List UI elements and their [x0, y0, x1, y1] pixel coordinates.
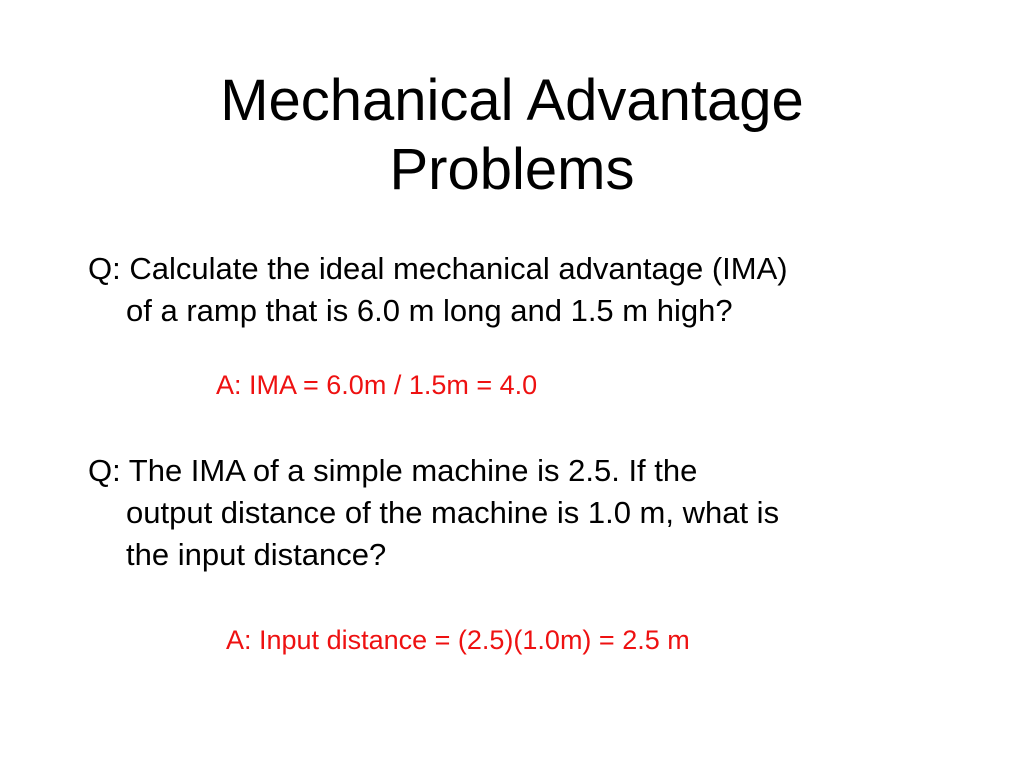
slide-title-line-2: Problems — [389, 137, 635, 202]
question-1-line-2: of a ramp that is 6.0 m long and 1.5 m high? — [126, 293, 733, 328]
answer-1: A: IMA = 6.0m / 1.5m = 4.0 — [216, 370, 538, 400]
slide-title-line-1: Mechanical Advantage — [220, 68, 804, 133]
slide-title — [0, 66, 1024, 204]
question-2-line-1: Q: The IMA of a simple machine is 2.5. If the — [88, 453, 698, 488]
question-2-line-3: the input distance? — [126, 537, 387, 572]
question-2-line-2: output distance of the machine is 1.0 m, what is — [126, 495, 780, 530]
answer-2: A: Input distance = (2.5)(1.0m) = 2.5 m — [226, 625, 690, 655]
question-2 — [88, 450, 948, 576]
question-1-line-1: Q: Calculate the ideal mechanical advantage (IMA) — [88, 251, 788, 286]
question-1 — [88, 248, 948, 332]
